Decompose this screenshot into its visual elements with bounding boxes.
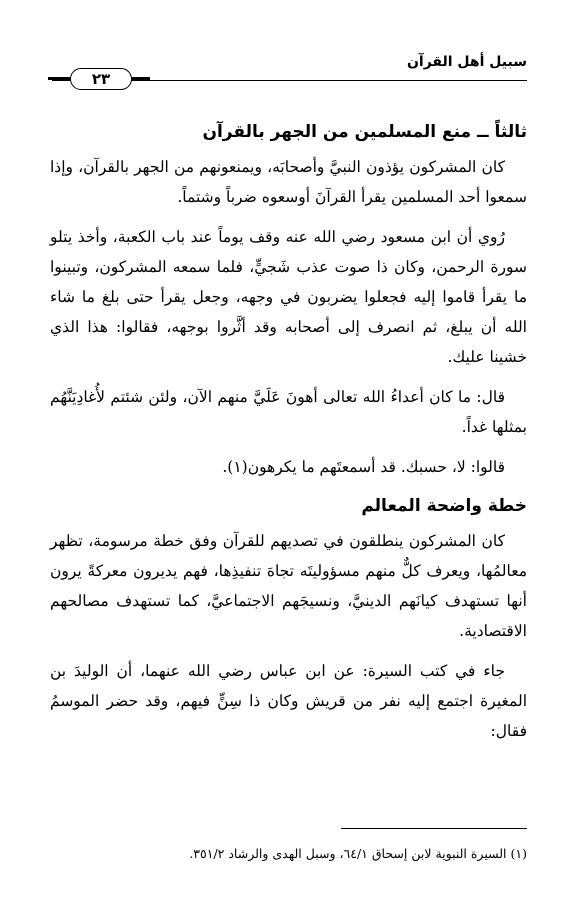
- paragraph: قال: ما كان أعداءُ الله تعالى أهونَ عَلَيَّ منهم الآن، ولئن شئتم لأُغادِيَنَّهُم بمثلها غداً.: [50, 388, 527, 436]
- main-text: [50, 118, 527, 746]
- paragraph: كان المشركون يؤذون النبيَّ وأصحابَه، ويمنعونهم من الجهر بالقرآن، وإذا سمعوا أحد المسلمين يقرأ القرآنَ أوسعوه ضرباً وشتماً.: [50, 158, 527, 206]
- page-header: [52, 44, 527, 94]
- paragraph: قالوا: لا، حسبك. قد أسمعتَهم ما يكرهون(١).: [222, 458, 505, 476]
- paragraph: كان المشركون ينطلقون في تصديهم للقرآن وفق خطة مرسومة، تظهر معالمُها، ويعرف كلٌّ منهم مسؤوليتَه تجاهَ تنفيذِها، فهم يديرون معركةً يرون أنها تستهدف كيانَهم الدينيَّ، ونسيجَهم الاجتماعيَّ، كما تستهدف مصالحهم الاقتصادية.: [50, 532, 527, 640]
- page-number-badge: ٢٣: [70, 68, 132, 90]
- section-heading: ثالثاً ــ منع المسلمين من الجهر بالقرآن: [202, 122, 527, 142]
- book-title: سبيل أهل القرآن: [406, 54, 527, 70]
- footnote-rule: [341, 828, 527, 829]
- paragraph: رُوي أن ابن مسعود رضي الله عنه وقف يوماً عند باب الكعبة، وأخذ يتلو سورة الرحمن، وكان ذا صوت عذب شَجيٍّ، فلما سمعه المشركون، وتبينوا ما يقرأ قاموا إليه فجعلوا يضربون في وجهه، وجعل يقرأ حتى بلغ ما شاء الله أن يبلغ، ثم انصرف إلى أصحابه وقد أثَّروا بوجهه، فقالوا: هذا الذي خشينا عليك.: [50, 228, 527, 366]
- badge-ornament-left: [48, 77, 70, 80]
- paragraph: جاء في كتب السيرة: عن ابن عباس رضي الله عنهما، أن الوليدَ بن المغيرة اجتمع إليه نفر من قريش وكان ذا سِنٍّ فيهم، وقد حضر الموسمُ فقال:: [50, 662, 527, 740]
- section-heading: خطة واضحة المعالم: [361, 496, 527, 516]
- footnote: (١) السيرة النبوية لابن إسحاق ٦٤/١، وسبل الهدى والرشاد ٣٥١/٢.: [189, 846, 527, 861]
